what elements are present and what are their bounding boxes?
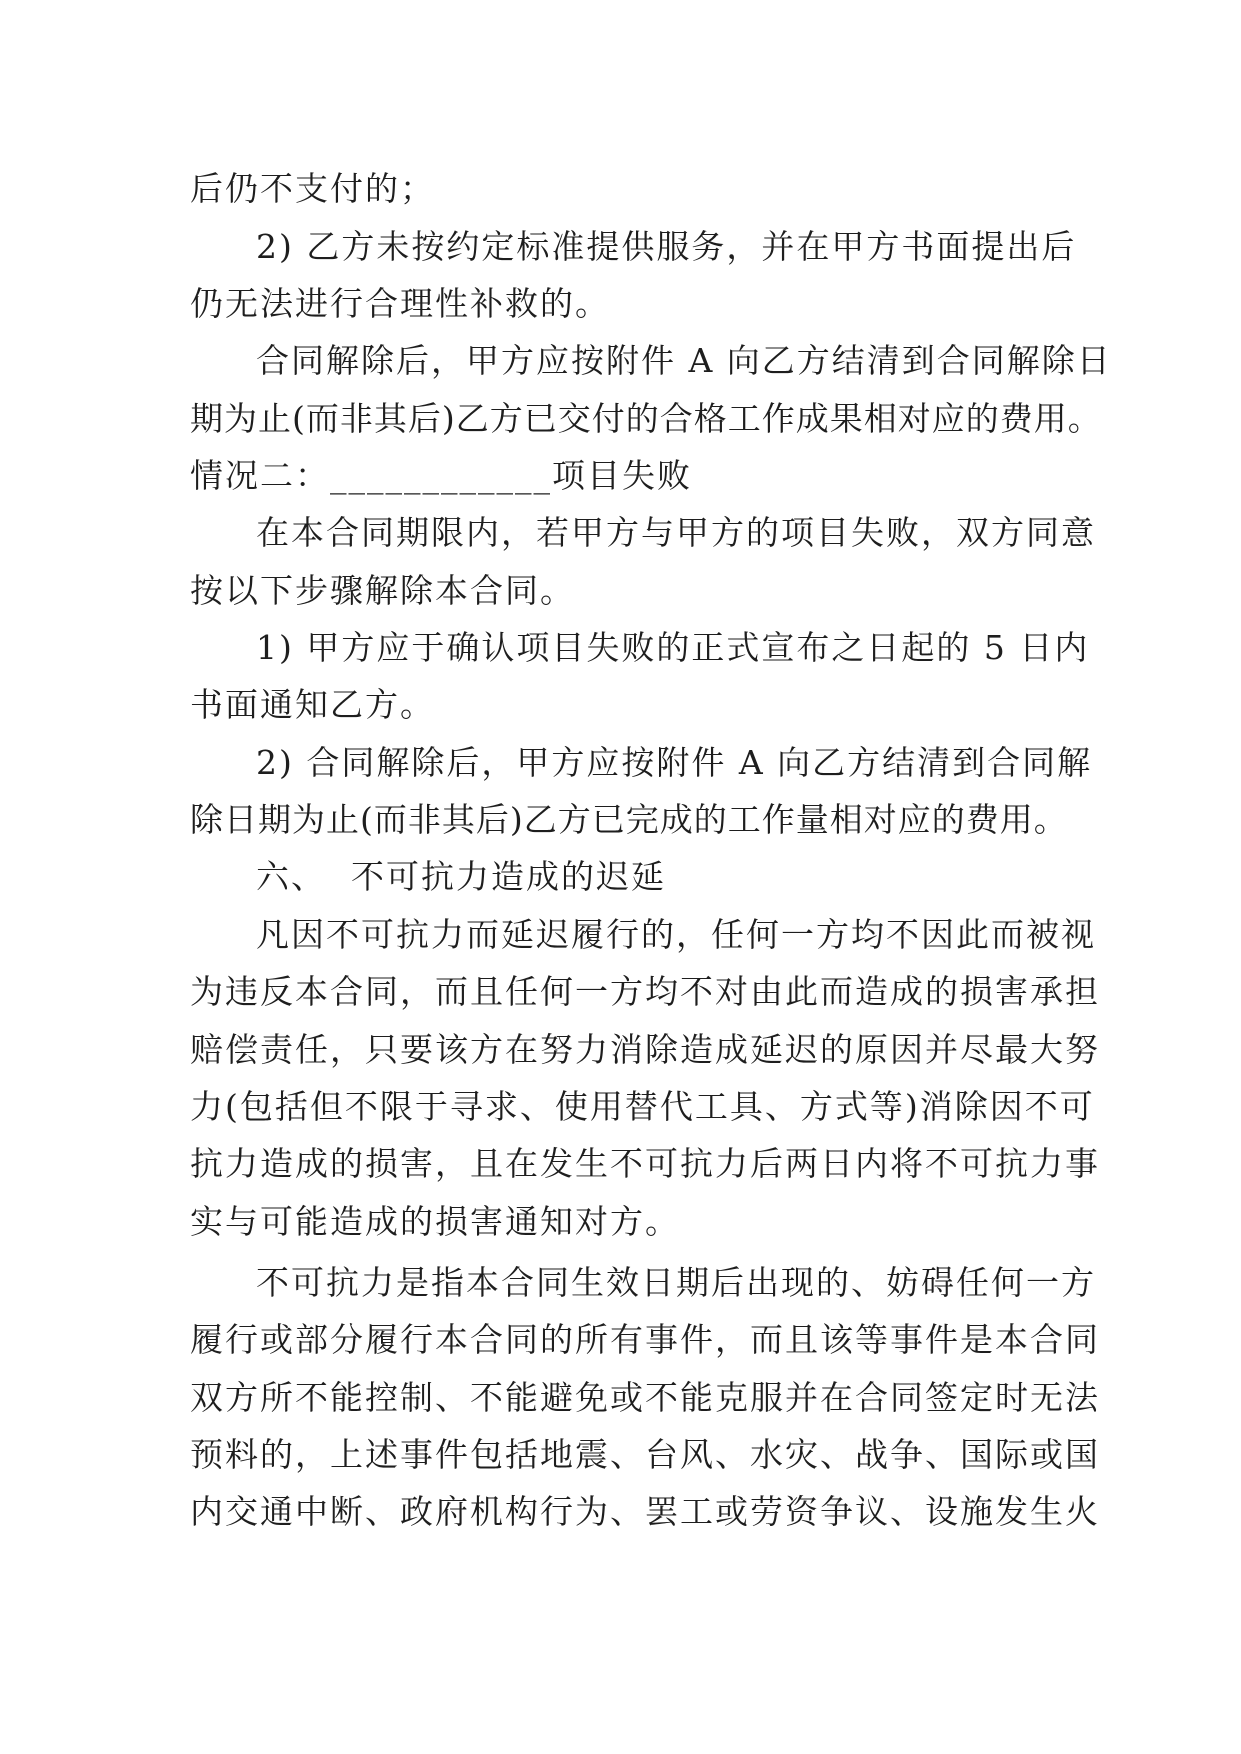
text-line: 1) 甲方应于确认项目失败的正式宣布之日起的 5 日内 — [256, 628, 1090, 667]
text-line: 赔偿责任，只要该方在努力消除造成延迟的原因并尽最大努 — [190, 1030, 1100, 1069]
text-line: 为违反本合同，而且任何一方均不对由此而造成的损害承担 — [190, 972, 1100, 1011]
text-line: 内交通中断、政府机构行为、罢工或劳资争议、设施发生火 — [190, 1492, 1100, 1531]
section-heading: 情况二：____________项目失败 — [190, 456, 692, 495]
text-line: 双方所不能控制、不能避免或不能克服并在合同签定时无法 — [190, 1378, 1100, 1417]
text-line: 2) 乙方未按约定标准提供服务，并在甲方书面提出后 — [256, 227, 1077, 266]
text-line: 力(包括但不限于寻求、使用替代工具、方式等)消除因不可 — [190, 1087, 1095, 1126]
text-line: 按以下步骤解除本合同。 — [190, 571, 575, 610]
text-line: 在本合同期限内，若甲方与甲方的项目失败，双方同意 — [256, 513, 1096, 552]
text-line: 预料的，上述事件包括地震、台风、水灾、战争、国际或国 — [190, 1435, 1100, 1474]
text-line: 2) 合同解除后，甲方应按附件 A 向乙方结清到合同解 — [256, 743, 1093, 782]
section-heading: 六、 不可抗力造成的迟延 — [256, 857, 666, 896]
text-line: 除日期为止(而非其后)乙方已完成的工作量相对应的费用。 — [190, 800, 1068, 839]
text-line: 合同解除后，甲方应按附件 A 向乙方结清到合同解除日 — [256, 341, 1112, 380]
text-line: 履行或部分履行本合同的所有事件，而且该等事件是本合同 — [190, 1320, 1100, 1359]
text-line: 实与可能造成的损害通知对方。 — [190, 1202, 680, 1241]
text-line: 凡因不可抗力而延迟履行的，任何一方均不因此而被视 — [256, 915, 1096, 954]
text-line: 仍无法进行合理性补救的。 — [190, 284, 610, 323]
text-line: 后仍不支付的； — [190, 169, 435, 208]
text-line: 不可抗力是指本合同生效日期后出现的、妨碍任何一方 — [256, 1263, 1096, 1302]
text-line: 期为止(而非其后)乙方已交付的合格工作成果相对应的费用。 — [190, 399, 1102, 438]
text-line: 书面通知乙方。 — [190, 685, 435, 724]
text-line: 抗力造成的损害，且在发生不可抗力后两日内将不可抗力事 — [190, 1144, 1100, 1183]
